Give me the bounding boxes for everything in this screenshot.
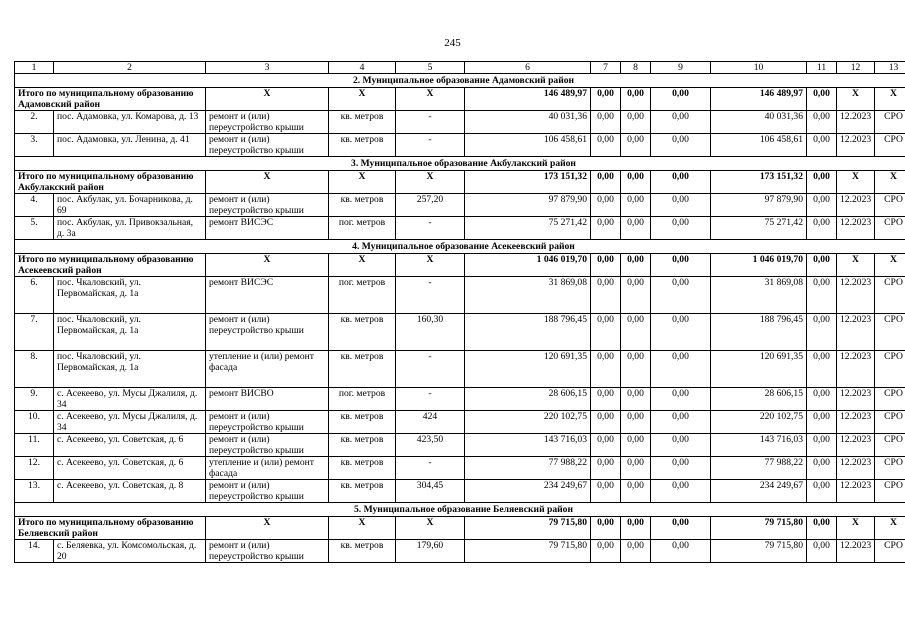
value-cell: СРО [875, 134, 905, 157]
total-cell: 79 715,80 [711, 517, 807, 540]
quantity-cell: 257,20 [396, 194, 465, 217]
unit-cell: кв. метров [329, 457, 396, 480]
unit-cell: кв. метров [329, 111, 396, 134]
col-header: 12 [837, 62, 875, 74]
table-row [15, 351, 905, 388]
row-number: 7. [15, 314, 54, 351]
total-cell: Х [329, 88, 396, 111]
value-cell: 40 031,36 [711, 111, 807, 134]
quantity-cell: - [396, 217, 465, 240]
value-cell: 0,00 [651, 111, 711, 134]
address-cell: пос. Чкаловский, ул. Первомайская, д. 1а [54, 314, 206, 351]
value-cell: 0,00 [651, 217, 711, 240]
value-cell: 28 606,15 [465, 388, 591, 411]
total-row [15, 171, 905, 194]
value-cell: 12.2023 [837, 480, 875, 503]
value-cell: 0,00 [651, 457, 711, 480]
value-cell: 120 691,35 [711, 351, 807, 388]
row-number: 8. [15, 351, 54, 388]
section-title-row [15, 240, 905, 254]
value-cell: 234 249,67 [465, 480, 591, 503]
row-number: 12. [15, 457, 54, 480]
value-cell: 12.2023 [837, 434, 875, 457]
value-cell: 0,00 [651, 411, 711, 434]
quantity-cell: - [396, 134, 465, 157]
total-cell: 0,00 [807, 171, 837, 194]
total-cell: Х [837, 171, 875, 194]
value-cell: 12.2023 [837, 411, 875, 434]
value-cell: 188 796,45 [465, 314, 591, 351]
work-type-cell: ремонт и (или) переустройство крыши [206, 134, 329, 157]
total-label: Итого по муниципальному образованию Асекеевский район [15, 254, 206, 277]
row-number: 5. [15, 217, 54, 240]
section-title-row [15, 157, 905, 171]
value-cell: СРО [875, 434, 905, 457]
work-type-cell: ремонт ВИСЭС [206, 277, 329, 314]
work-type-cell: ремонт и (или) переустройство крыши [206, 480, 329, 503]
value-cell: 0,00 [621, 540, 651, 563]
value-cell: 31 869,08 [465, 277, 591, 314]
work-type-cell: ремонт ВИСЭС [206, 217, 329, 240]
value-cell: 97 879,90 [465, 194, 591, 217]
quantity-cell: 160,30 [396, 314, 465, 351]
value-cell: 0,00 [651, 194, 711, 217]
value-cell: 12.2023 [837, 217, 875, 240]
table-row [15, 388, 905, 411]
col-header: 4 [329, 62, 396, 74]
value-cell: 0,00 [651, 540, 711, 563]
value-cell: 0,00 [591, 388, 621, 411]
quantity-cell: - [396, 111, 465, 134]
total-label: Итого по муниципальному образованию Акбулакский район [15, 171, 206, 194]
value-cell: 0,00 [651, 134, 711, 157]
total-cell: 0,00 [651, 88, 711, 111]
value-cell: 0,00 [621, 194, 651, 217]
table-row [15, 194, 905, 217]
value-cell: 0,00 [591, 134, 621, 157]
total-cell: 0,00 [807, 88, 837, 111]
quantity-cell: - [396, 388, 465, 411]
table-row [15, 540, 905, 563]
section-title-row [15, 503, 905, 517]
total-cell: 146 489,97 [711, 88, 807, 111]
section-title: 3. Муниципальное образование Акбулакский район [15, 157, 905, 171]
col-header: 3 [206, 62, 329, 74]
row-number: 9. [15, 388, 54, 411]
work-type-cell: утепление и (или) ремонт фасада [206, 351, 329, 388]
col-header: 2 [54, 62, 206, 74]
address-cell: с. Беляевка, ул. Комсомольская, д. 20 [54, 540, 206, 563]
total-cell: 173 151,32 [711, 171, 807, 194]
address-cell: пос. Акбулак, ул. Бочарникова, д. 69 [54, 194, 206, 217]
total-cell: 146 489,97 [465, 88, 591, 111]
quantity-cell: 304,45 [396, 480, 465, 503]
value-cell: СРО [875, 277, 905, 314]
value-cell: 0,00 [621, 277, 651, 314]
value-cell: 77 988,22 [465, 457, 591, 480]
unit-cell: кв. метров [329, 480, 396, 503]
value-cell: СРО [875, 388, 905, 411]
value-cell: 0,00 [591, 457, 621, 480]
value-cell: 0,00 [621, 111, 651, 134]
total-label: Итого по муниципальному образованию Адамовский район [15, 88, 206, 111]
value-cell: 79 715,80 [711, 540, 807, 563]
row-number: 10. [15, 411, 54, 434]
total-cell: Х [206, 88, 329, 111]
repair-program-table [14, 61, 905, 563]
total-cell: 0,00 [651, 254, 711, 277]
table-row [15, 314, 905, 351]
address-cell: пос. Чкаловский, ул. Первомайская, д. 1а [54, 277, 206, 314]
value-cell: СРО [875, 457, 905, 480]
value-cell: 0,00 [621, 411, 651, 434]
value-cell: 12.2023 [837, 457, 875, 480]
value-cell: 75 271,42 [465, 217, 591, 240]
col-header: 1 [15, 62, 54, 74]
value-cell: 0,00 [651, 277, 711, 314]
value-cell: 40 031,36 [465, 111, 591, 134]
value-cell: 0,00 [591, 217, 621, 240]
quantity-cell: 179,60 [396, 540, 465, 563]
quantity-cell: - [396, 457, 465, 480]
table-row [15, 111, 905, 134]
value-cell: 0,00 [807, 411, 837, 434]
total-cell: Х [396, 171, 465, 194]
value-cell: 106 458,61 [711, 134, 807, 157]
total-row [15, 254, 905, 277]
total-cell: Х [206, 171, 329, 194]
unit-cell: кв. метров [329, 314, 396, 351]
value-cell: 12.2023 [837, 194, 875, 217]
col-header: 9 [651, 62, 711, 74]
value-cell: СРО [875, 540, 905, 563]
total-cell: Х [396, 517, 465, 540]
value-cell: 0,00 [621, 217, 651, 240]
work-type-cell: утепление и (или) ремонт фасада [206, 457, 329, 480]
value-cell: 75 271,42 [711, 217, 807, 240]
total-cell: 79 715,80 [465, 517, 591, 540]
row-number: 13. [15, 480, 54, 503]
total-cell: Х [837, 254, 875, 277]
unit-cell: кв. метров [329, 434, 396, 457]
value-cell: 0,00 [651, 314, 711, 351]
unit-cell: пог. метров [329, 217, 396, 240]
value-cell: 220 102,75 [711, 411, 807, 434]
value-cell: 0,00 [621, 351, 651, 388]
work-type-cell: ремонт и (или) переустройство крыши [206, 111, 329, 134]
work-type-cell: ремонт ВИСВО [206, 388, 329, 411]
total-cell: Х [875, 517, 905, 540]
value-cell: 0,00 [807, 388, 837, 411]
value-cell: 12.2023 [837, 277, 875, 314]
address-cell: пос. Адамовка, ул. Комарова, д. 13 [54, 111, 206, 134]
address-cell: пос. Адамовка, ул. Ленина, д. 41 [54, 134, 206, 157]
address-cell: с. Асекеево, ул. Советская, д. 8 [54, 480, 206, 503]
value-cell: 0,00 [621, 388, 651, 411]
total-cell: 0,00 [591, 171, 621, 194]
unit-cell: кв. метров [329, 540, 396, 563]
table-row [15, 134, 905, 157]
col-header: 7 [591, 62, 621, 74]
value-cell: 0,00 [807, 480, 837, 503]
value-cell: 0,00 [807, 194, 837, 217]
value-cell: СРО [875, 314, 905, 351]
table-row [15, 480, 905, 503]
quantity-cell: - [396, 277, 465, 314]
col-header: 5 [396, 62, 465, 74]
row-number: 2. [15, 111, 54, 134]
address-cell: с. Асекеево, ул. Советская, д. 6 [54, 434, 206, 457]
value-cell: 0,00 [621, 480, 651, 503]
work-type-cell: ремонт и (или) переустройство крыши [206, 540, 329, 563]
total-cell: 0,00 [807, 517, 837, 540]
total-cell: 0,00 [621, 517, 651, 540]
value-cell: 234 249,67 [711, 480, 807, 503]
total-cell: Х [875, 88, 905, 111]
address-cell: с. Асекеево, ул. Мусы Джалиля, д. 34 [54, 411, 206, 434]
value-cell: 0,00 [621, 457, 651, 480]
table-row [15, 434, 905, 457]
value-cell: 0,00 [591, 480, 621, 503]
total-cell: Х [206, 517, 329, 540]
total-cell: Х [329, 254, 396, 277]
value-cell: 0,00 [651, 351, 711, 388]
value-cell: 220 102,75 [465, 411, 591, 434]
value-cell: 31 869,08 [711, 277, 807, 314]
table-row [15, 277, 905, 314]
unit-cell: кв. метров [329, 194, 396, 217]
total-cell: 173 151,32 [465, 171, 591, 194]
value-cell: СРО [875, 351, 905, 388]
total-cell: 0,00 [621, 254, 651, 277]
value-cell: 97 879,90 [711, 194, 807, 217]
row-number: 4. [15, 194, 54, 217]
value-cell: 0,00 [807, 111, 837, 134]
value-cell: СРО [875, 411, 905, 434]
section-title-row [15, 74, 905, 88]
total-cell: 0,00 [591, 254, 621, 277]
value-cell: 0,00 [807, 540, 837, 563]
section-title: 2. Муниципальное образование Адамовский район [15, 74, 905, 88]
value-cell: 0,00 [591, 351, 621, 388]
value-cell: СРО [875, 111, 905, 134]
total-cell: 0,00 [621, 171, 651, 194]
table-row [15, 217, 905, 240]
value-cell: 28 606,15 [711, 388, 807, 411]
row-number: 6. [15, 277, 54, 314]
total-cell: 1 046 019,70 [711, 254, 807, 277]
table-row [15, 411, 905, 434]
value-cell: СРО [875, 194, 905, 217]
value-cell: 0,00 [807, 457, 837, 480]
unit-cell: кв. метров [329, 411, 396, 434]
value-cell: 12.2023 [837, 388, 875, 411]
value-cell: 0,00 [807, 314, 837, 351]
total-cell: 0,00 [651, 171, 711, 194]
value-cell: 0,00 [621, 434, 651, 457]
value-cell: 0,00 [591, 411, 621, 434]
address-cell: пос. Чкаловский, ул. Первомайская, д. 1а [54, 351, 206, 388]
section-title: 4. Муниципальное образование Асекеевский район [15, 240, 905, 254]
address-cell: пос. Акбулак, ул. Привокзальная, д. 3а [54, 217, 206, 240]
work-type-cell: ремонт и (или) переустройство крыши [206, 314, 329, 351]
value-cell: 12.2023 [837, 134, 875, 157]
value-cell: СРО [875, 480, 905, 503]
value-cell: 0,00 [651, 480, 711, 503]
total-cell: 0,00 [621, 88, 651, 111]
value-cell: 0,00 [807, 134, 837, 157]
total-cell: Х [837, 517, 875, 540]
total-cell: 0,00 [807, 254, 837, 277]
total-cell: 0,00 [651, 517, 711, 540]
value-cell: 0,00 [651, 434, 711, 457]
total-cell: 1 046 019,70 [465, 254, 591, 277]
row-number: 3. [15, 134, 54, 157]
value-cell: 12.2023 [837, 111, 875, 134]
value-cell: 12.2023 [837, 351, 875, 388]
unit-cell: пог. метров [329, 388, 396, 411]
value-cell: 0,00 [807, 351, 837, 388]
total-cell: Х [396, 254, 465, 277]
value-cell: 0,00 [651, 388, 711, 411]
col-header: 10 [711, 62, 807, 74]
total-cell: 0,00 [591, 517, 621, 540]
value-cell: 79 715,80 [465, 540, 591, 563]
work-type-cell: ремонт и (или) переустройство крыши [206, 411, 329, 434]
value-cell: 0,00 [591, 194, 621, 217]
value-cell: 0,00 [591, 434, 621, 457]
quantity-cell: - [396, 351, 465, 388]
total-cell: Х [875, 254, 905, 277]
unit-cell: кв. метров [329, 351, 396, 388]
total-row [15, 88, 905, 111]
row-number: 14. [15, 540, 54, 563]
value-cell: 12.2023 [837, 540, 875, 563]
row-number: 11. [15, 434, 54, 457]
work-type-cell: ремонт и (или) переустройство крыши [206, 434, 329, 457]
table-body [15, 62, 905, 563]
value-cell: 0,00 [621, 134, 651, 157]
value-cell: 0,00 [807, 277, 837, 314]
total-row [15, 517, 905, 540]
value-cell: 0,00 [591, 277, 621, 314]
address-cell: с. Асекеево, ул. Мусы Джалиля, д. 34 [54, 388, 206, 411]
column-number-row [15, 62, 905, 74]
total-cell: Х [206, 254, 329, 277]
value-cell: 0,00 [621, 314, 651, 351]
section-title: 5. Муниципальное образование Беляевский район [15, 503, 905, 517]
value-cell: 188 796,45 [711, 314, 807, 351]
value-cell: 12.2023 [837, 314, 875, 351]
page-number: 245 [444, 37, 461, 49]
unit-cell: кв. метров [329, 134, 396, 157]
value-cell: 0,00 [591, 111, 621, 134]
total-cell: Х [875, 171, 905, 194]
total-cell: 0,00 [591, 88, 621, 111]
col-header: 13 [875, 62, 905, 74]
work-type-cell: ремонт и (или) переустройство крыши [206, 194, 329, 217]
value-cell: 0,00 [591, 540, 621, 563]
total-cell: Х [837, 88, 875, 111]
value-cell: 120 691,35 [465, 351, 591, 388]
col-header: 11 [807, 62, 837, 74]
value-cell: СРО [875, 217, 905, 240]
quantity-cell: 424 [396, 411, 465, 434]
total-cell: Х [329, 171, 396, 194]
value-cell: 0,00 [807, 434, 837, 457]
value-cell: 77 988,22 [711, 457, 807, 480]
value-cell: 143 716,03 [711, 434, 807, 457]
total-cell: Х [396, 88, 465, 111]
value-cell: 0,00 [591, 314, 621, 351]
col-header: 8 [621, 62, 651, 74]
address-cell: с. Асекеево, ул. Советская, д. 6 [54, 457, 206, 480]
total-label: Итого по муниципальному образованию Беляевский район [15, 517, 206, 540]
value-cell: 0,00 [807, 217, 837, 240]
unit-cell: пог. метров [329, 277, 396, 314]
col-header: 6 [465, 62, 591, 74]
quantity-cell: 423,50 [396, 434, 465, 457]
table-row [15, 457, 905, 480]
value-cell: 143 716,03 [465, 434, 591, 457]
total-cell: Х [329, 517, 396, 540]
value-cell: 106 458,61 [465, 134, 591, 157]
